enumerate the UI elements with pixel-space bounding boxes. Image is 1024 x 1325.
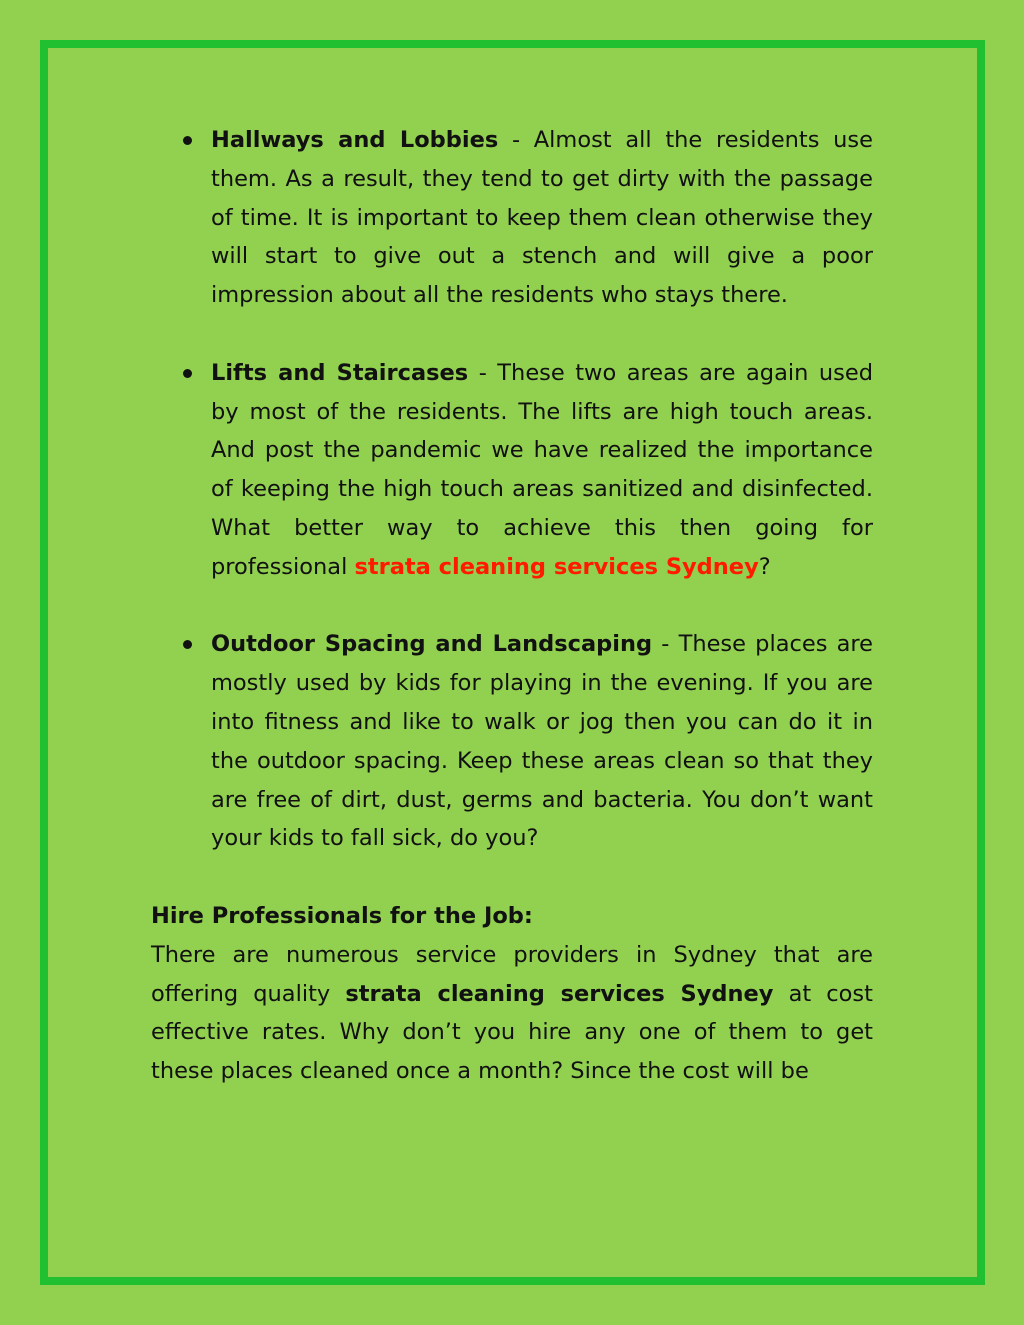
paragraph-text-end: at cost effective rates. Why don’t you hire any one of them to get these places cleaned once a month? Since the cost will be	[151, 980, 873, 1085]
paragraph-keyword: strata cleaning services Sydney	[345, 980, 774, 1007]
bullet-text: - These places are mostly used by kids for playing in the evening. If you are into fitness and like to walk or jog then you can do it in the outdoor spacing. Keep these areas clean so that they are free of dirt, dust, germs and bacteria. You don’t want your kids to fall sick, do you?	[211, 631, 873, 852]
bullet-title: Lifts and Staircases	[211, 359, 469, 386]
bullet-icon	[183, 369, 192, 378]
list-item-hallways	[151, 121, 873, 315]
bullet-text-end: ?	[758, 553, 771, 580]
bullet-text: - These two areas are again used by most of the residents. The lifts are high touch areas. And post the pandemic we have realized the importance of keeping the high touch areas sanitized and disinfected. What better way to achieve this then going for professional	[211, 359, 873, 580]
document-body	[151, 121, 873, 1091]
bullet-title: Hallways and Lobbies	[211, 127, 499, 153]
strata-cleaning-link[interactable]: strata cleaning services Sydney	[354, 553, 759, 580]
list-item-lifts	[151, 354, 873, 587]
section-heading: Hire Professionals for the Job:	[151, 902, 533, 929]
list-item-outdoor	[151, 625, 873, 858]
bullet-text: - Almost all the residents use them. As a result, they tend to get dirty with the passage of time. It is important to keep them clean otherwise they will start to give out a stench and will give a poor impression about all the residents who stays there.	[211, 127, 873, 309]
bullet-icon	[183, 136, 192, 145]
areas-list	[151, 121, 873, 858]
bullet-title: Outdoor Spacing and Landscaping	[211, 631, 653, 658]
bullet-icon	[183, 640, 192, 649]
paragraph-text: There are numerous service providers in Sydney that are offering quality	[151, 941, 873, 1007]
section-paragraph	[151, 936, 873, 1091]
